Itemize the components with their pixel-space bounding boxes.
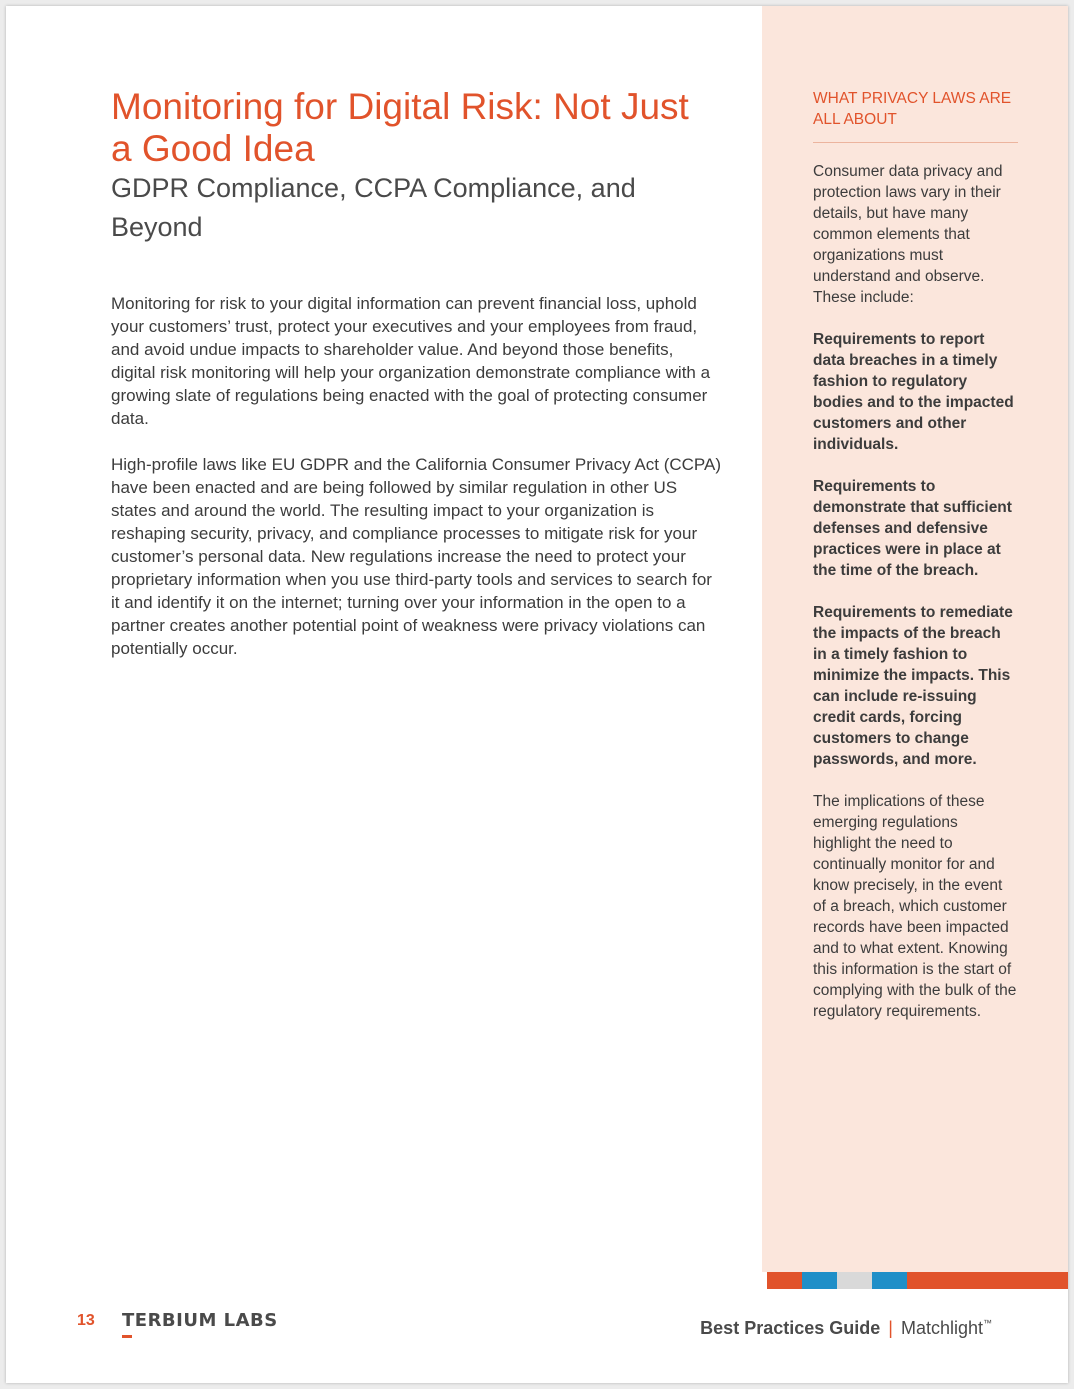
trademark-symbol: ™ xyxy=(983,1318,992,1328)
color-bar-segment xyxy=(837,1272,872,1289)
logo-text: TERBIUM LABS xyxy=(122,1310,278,1331)
sidebar-requirement: Requirements to report data breaches in a timely fashion to regulatory bodies and to the impacted customers and other individuals. xyxy=(813,331,1014,453)
sidebar-closing: The implications of these emerging regulations highlight the need to continually monitor for and know precisely, in the event of a breach, which customer records have been impacted and to what extent. Knowing this information is the start of complying with the bulk of the regulatory requirements. xyxy=(813,793,1017,1020)
color-bar-segment xyxy=(767,1272,802,1289)
page-title: Monitoring for Digital Risk: Not Just a Good Idea xyxy=(111,86,689,169)
decorative-color-bar xyxy=(767,1272,1068,1289)
footer-product-label: Matchlight xyxy=(900,1318,983,1338)
sidebar-heading: WHAT PRIVACY LAWS ARE ALL ABOUT xyxy=(813,88,1018,143)
sidebar-requirement: Requirements to remediate the impacts of the breach in a timely fashion to minimize the impacts. This can include re-issuing credit cards, forcing customers to change passwords, and more. xyxy=(813,604,1013,768)
sidebar-content xyxy=(813,161,1018,1043)
page-number: 13 xyxy=(77,1312,95,1329)
footer-title xyxy=(700,1312,992,1339)
footer-separator: | xyxy=(888,1318,893,1338)
main-body xyxy=(111,292,721,683)
logo-underline xyxy=(122,1335,132,1338)
body-paragraph: Monitoring for risk to your digital information can prevent financial loss, uphold your customers’ trust, protect your executives and your employees from fraud, and avoid undue impacts to shareholder value. And beyond those benefits, digital risk monitoring will help your organization demonstrate compliance with a growing slate of regulations being enacted with the goal of protecting consumer data. xyxy=(111,294,711,428)
color-bar-segment xyxy=(907,1272,1068,1289)
footer-guide-label: Best Practices Guide xyxy=(700,1318,881,1338)
body-paragraph: High-profile laws like EU GDPR and the California Consumer Privacy Act (CCPA) have been enacted and are being followed by similar regulation in other US states and around the world. The resulting impact to your organization is reshaping security, privacy, and compliance processes to mitigate risk for your customer’s personal data. New regulations increase the need to protect your proprietary information when you use third-party tools and services to search for it and identify it on the internet; turning over your information in the open to a partner creates another potential point of weakness were privacy violations can potentially occur. xyxy=(111,455,721,658)
sidebar-requirement: Requirements to demonstrate that sufficient defenses and defensive practices were in place at the time of the breach. xyxy=(813,478,1012,579)
sidebar-intro: Consumer data privacy and protection laws vary in their details, but have many common elements that organizations must understand and observe. These include: xyxy=(813,163,1003,306)
color-bar-segment xyxy=(802,1272,837,1289)
color-bar-segment xyxy=(872,1272,907,1289)
page-subtitle: GDPR Compliance, CCPA Compliance, and Beyond xyxy=(111,173,636,242)
document-page xyxy=(6,6,1068,1383)
terbium-labs-logo xyxy=(122,1310,278,1338)
